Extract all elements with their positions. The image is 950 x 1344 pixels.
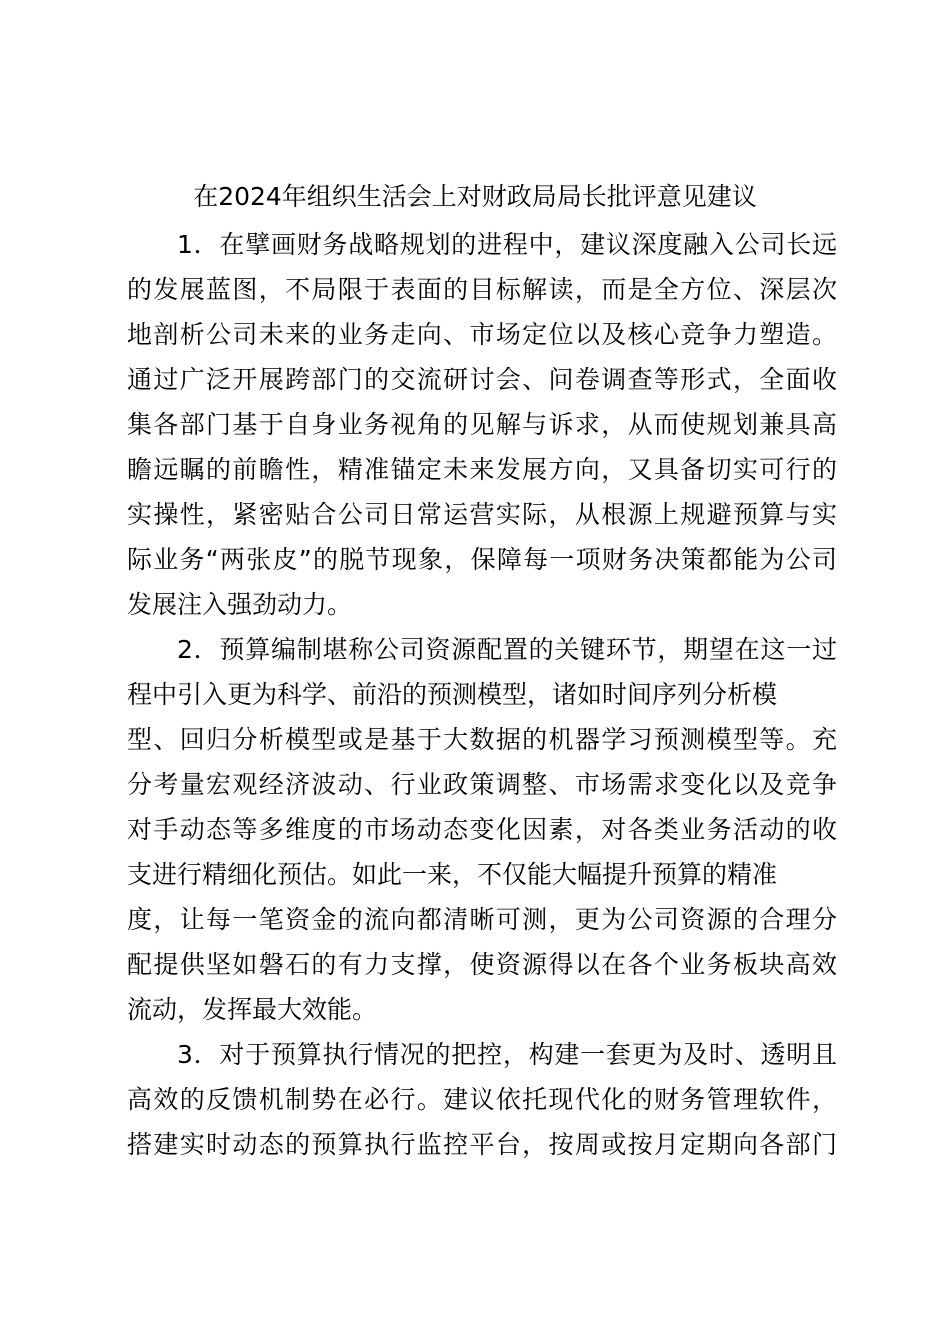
paragraph-line: 度，让每一笔资金的流向都清晰可测，更为公司资源的合理分 — [127, 905, 837, 934]
paragraph-line: 实操性，紧密贴合公司日常运营实际，从根源上规避预算与实 — [127, 500, 837, 529]
paragraph-line: 对手动态等多维度的市场动态变化因素，对各类业务活动的收 — [127, 815, 837, 844]
paragraph-line: 地剖析公司未来的业务走向、市场定位以及核心竞争力塑造。 — [127, 320, 837, 349]
paragraph-line: 分考量宏观经济波动、行业政策调整、市场需求变化以及竞争 — [127, 770, 837, 799]
paragraph-line: 支进行精细化预估。如此一来，不仅能大幅提升预算的精准 — [127, 860, 778, 889]
paragraph-line: 集各部门基于自身业务视角的见解与诉求，从而使规划兼具高 — [127, 410, 837, 439]
paragraph-line: 2．预算编制堪称公司资源配置的关键环节，期望在这一过 — [177, 635, 837, 664]
paragraph-line: 搭建实时动态的预算执行监控平台，按周或按月定期向各部门 — [127, 1130, 837, 1159]
paragraph-line: 的发展蓝图，不局限于表面的目标解读，而是全方位、深层次 — [127, 275, 837, 304]
paragraph-line: 际业务“两张皮”的脱节现象，保障每一项财务决策都能为公司 — [127, 545, 837, 574]
paragraph-2 — [127, 627, 837, 1032]
paragraph-line: 通过广泛开展跨部门的交流研讨会、问卷调查等形式，全面收 — [127, 365, 837, 394]
paragraph-line: 流动，发挥最大效能。 — [127, 995, 378, 1024]
paragraph-line: 发展注入强劲动力。 — [127, 590, 353, 619]
paragraph-line: 1．在擘画财务战略规划的进程中，建议深度融入公司长远 — [177, 230, 837, 259]
paragraph-1 — [127, 222, 837, 627]
paragraph-line: 程中引入更为科学、前沿的预测模型，诸如时间序列分析模 — [127, 680, 778, 709]
document-body — [127, 222, 837, 1167]
paragraph-line: 3．对于预算执行情况的把控，构建一套更为及时、透明且 — [177, 1040, 837, 1069]
paragraph-line: 高效的反馈机制势在必行。建议依托现代化的财务管理软件， — [127, 1085, 837, 1114]
document-title: 在2024年组织生活会上对财政局局长批评意见建议 — [193, 182, 757, 211]
paragraph-3 — [127, 1032, 837, 1167]
paragraph-line: 瞻远瞩的前瞻性，精准锚定未来发展方向，又具备切实可行的 — [127, 455, 837, 484]
paragraph-line: 型、回归分析模型或是基于大数据的机器学习预测模型等。充 — [127, 725, 837, 754]
paragraph-line: 配提供坚如磐石的有力支撑，使资源得以在各个业务板块高效 — [127, 950, 837, 979]
